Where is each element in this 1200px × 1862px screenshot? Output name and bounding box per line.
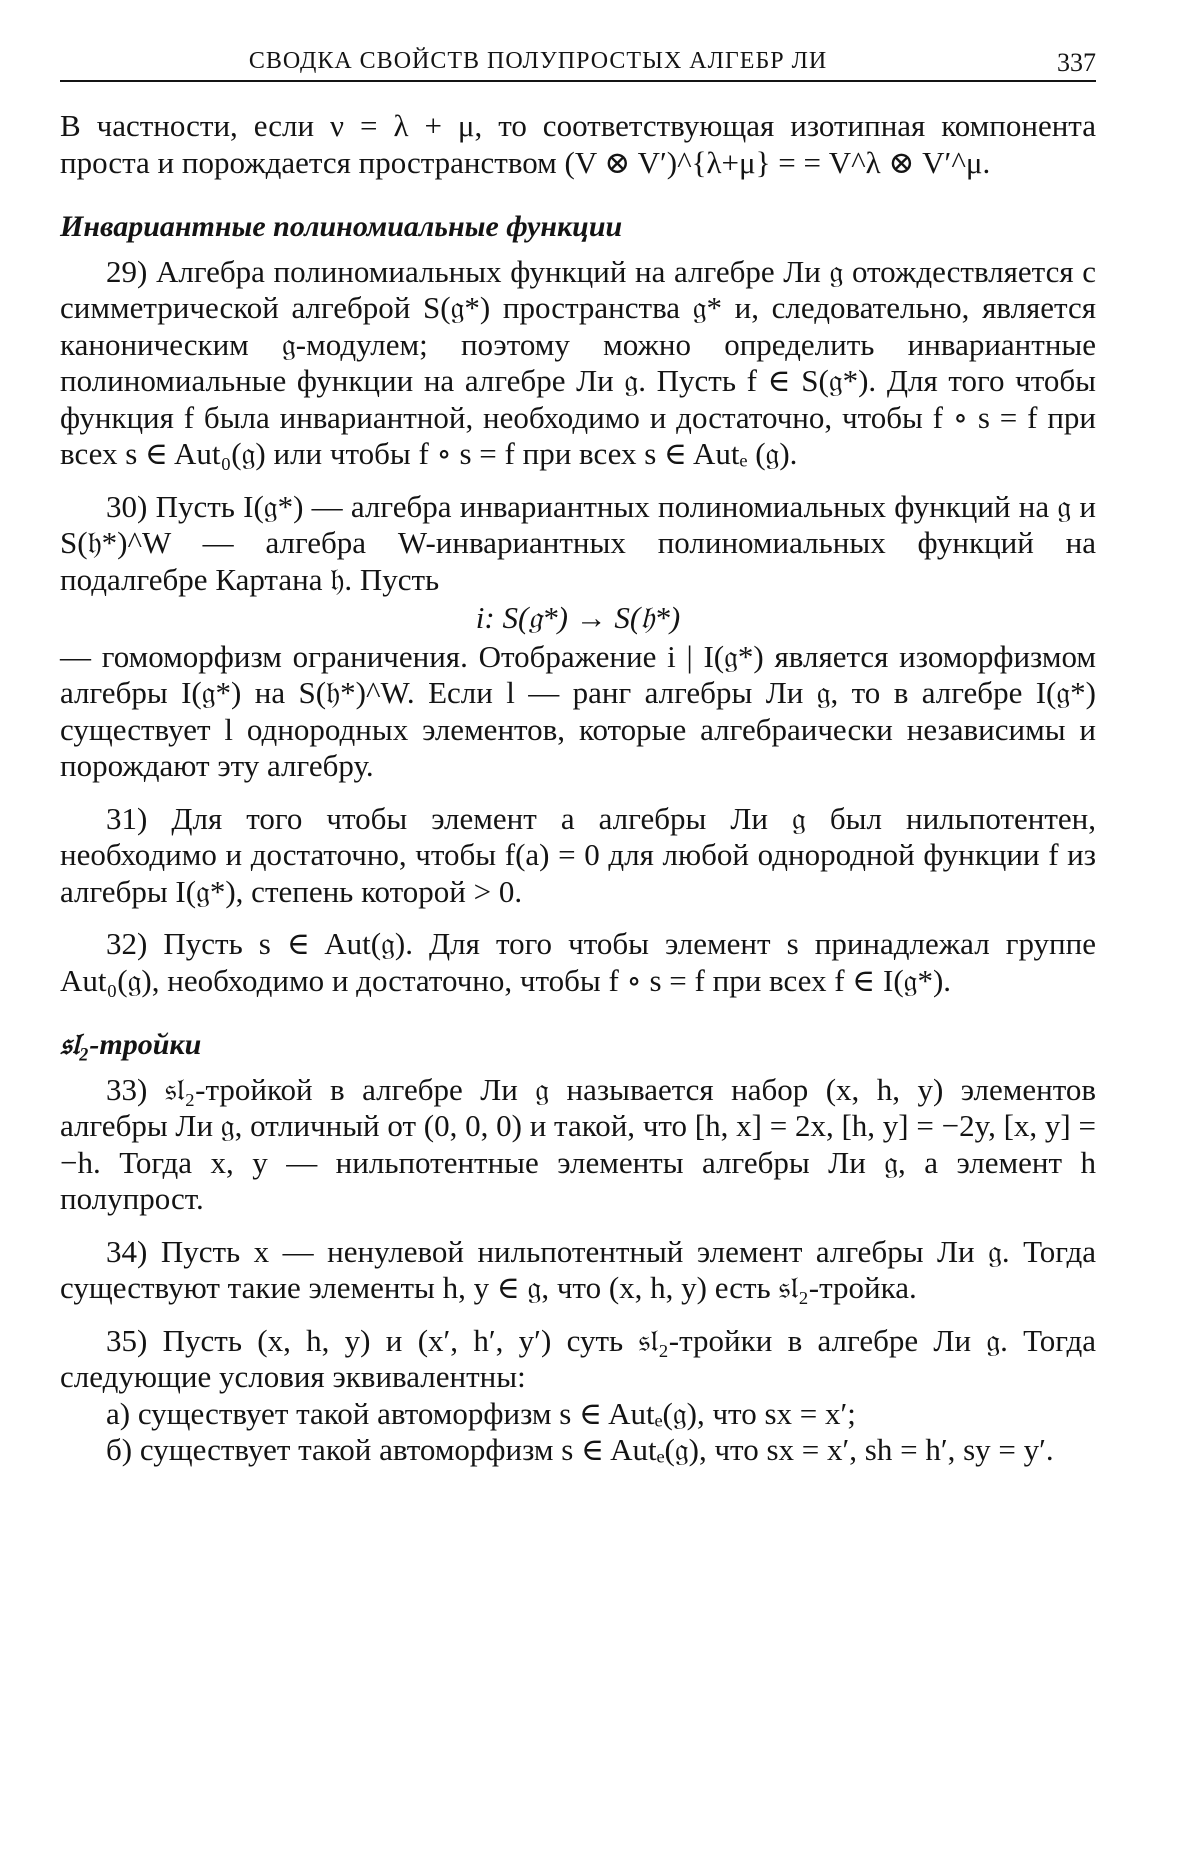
running-header: [60, 40, 1096, 82]
page-body: [60, 108, 1096, 1469]
paragraph-30: 30) Пусть I(𝔤*) — алгебра инвариантных полиномиальных функций на 𝔤 и S(𝔥*)^W — алгебра W-инвариантных полиномиальных функций на подалгебре Картана 𝔥. Пусть: [60, 488, 1096, 597]
paragraph-35: 35) Пусть (x, h, y) и (x′, h′, y′) суть 𝔰𝔩₂-тройки в алгебре Ли 𝔤. Тогда следующие условия эквивалентны:: [60, 1322, 1096, 1394]
section-heading-sl2-triples: 𝔰𝔩₂-тройки: [60, 1028, 202, 1061]
intro-paragraph: В частности, если ν = λ + μ, то соответствующая изотипная компонента проста и порождается пространством (V ⊗ V′)^{λ+μ} = = V^λ ⊗ V′^μ.: [60, 108, 1096, 180]
paragraph-29: 29) Алгебра полиномиальных функций на алгебре Ли 𝔤 отождествляется с симметрической алгеброй S(𝔤*) пространства 𝔤* и, следовательно, является каноническим 𝔤-модулем; поэтому можно определить инвариантные полиномиальные функции на алгебре Ли 𝔤. Пусть f ∈ S(𝔤*). Для того чтобы функция f была инвариантной, необходимо и достаточно, чтобы f ∘ s = f при всех s ∈ Aut₀(𝔤) или чтобы f ∘ s = f при всех s ∈ Autₑ (𝔤).: [60, 253, 1096, 471]
paragraph-31: 31) Для того чтобы элемент a алгебры Ли 𝔤 был нильпотентен, необходимо и достаточно, чтобы f(a) = 0 для любой однородной функции f из алгебры I(𝔤*), степень которой > 0.: [60, 800, 1096, 909]
paragraph-30-continued: — гомоморфизм ограничения. Отображение i | I(𝔤*) является изоморфизмом алгебры I(𝔤*) на S(𝔥*)^W. Если l — ранг алгебры Ли 𝔤, то в алгебре I(𝔤*) существует l однородных элементов, которые алгебраически независимы и порождают эту алгебру.: [60, 638, 1096, 783]
condition-a: а) существует такой автоморфизм s ∈ Autₑ(𝔤), что sx = x′;: [106, 1395, 856, 1431]
paragraph-34: 34) Пусть x — ненулевой нильпотентный элемент алгебры Ли 𝔤. Тогда существуют такие элементы h, y ∈ 𝔤, что (x, h, y) есть 𝔰𝔩₂-тройка.: [60, 1233, 1096, 1305]
section-heading-invariant-functions: Инвариантные полиномиальные функции: [60, 210, 623, 243]
page-number: 337: [1057, 48, 1096, 77]
paragraph-32: 32) Пусть s ∈ Aut(𝔤). Для того чтобы элемент s принадлежал группе Aut₀(𝔤), необходимо и достаточно, чтобы f ∘ s = f при всех f ∈ I(𝔤*).: [60, 926, 1096, 998]
running-title: СВОДКА СВОЙСТВ ПОЛУПРОСТЫХ АЛГЕБР ЛИ: [248, 48, 828, 74]
condition-b: б) существует такой автоморфизм s ∈ Autₑ(𝔤), что sx = x′, sh = h′, sy = y′.: [106, 1432, 1054, 1467]
paragraph-33: 33) 𝔰𝔩₂-тройкой в алгебре Ли 𝔤 называется набор (x, h, y) элементов алгебры Ли 𝔤, отличный от (0, 0, 0) и такой, что [h, x] = 2x, [h, y] = −2y, [x, y] = −h. Тогда x, y — нильпотентные элементы алгебры Ли 𝔤, а элемент h полупрост.: [60, 1071, 1096, 1216]
restriction-formula: i: S(𝔤*) → S(𝔥*): [475, 600, 681, 635]
